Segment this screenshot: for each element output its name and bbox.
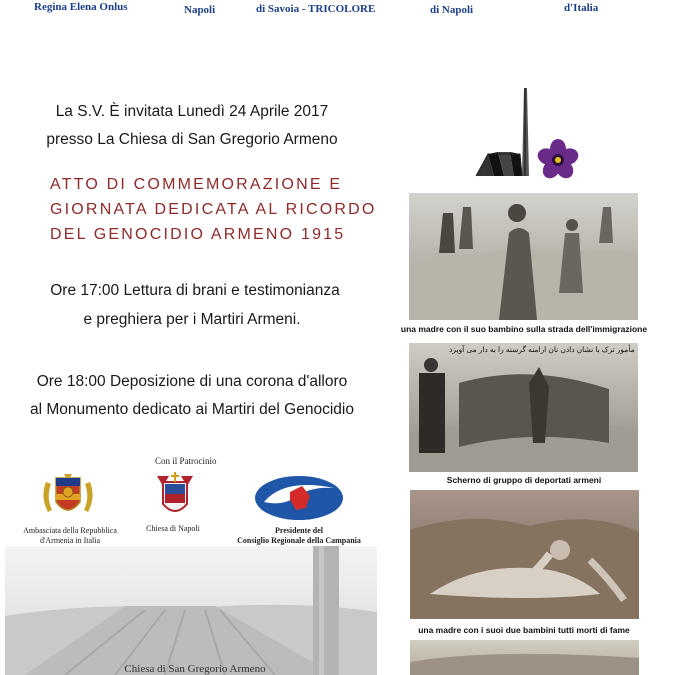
- logo-3-caption: [234, 526, 364, 546]
- logo-2-caption: Chiesa di Napoli: [146, 524, 200, 533]
- top-org-label-3: di Savoia - TRICOLORE: [256, 3, 376, 15]
- logo-3-caption-line-1: Presidente del: [274, 526, 324, 535]
- historical-photo-3: [410, 490, 639, 619]
- historical-photo-4: [410, 640, 639, 675]
- logo-1-caption: [10, 526, 130, 546]
- title-line-1: ATTO DI COMMEMORAZIONE E: [50, 176, 343, 193]
- logo-1-caption-line-1: Ambasciata della Repubblica: [23, 526, 117, 535]
- memorial-photo: [5, 546, 377, 675]
- program-item-1-line-1: Ore 17:00 Lettura di brani e testimonianza: [50, 282, 340, 299]
- top-org-label-2: Napoli: [184, 4, 216, 16]
- program-item-1-line-2: e preghiera per i Martiri Armeni.: [83, 311, 301, 328]
- historical-photo-1: [409, 193, 638, 320]
- archdiocese-coat-of-arms-icon: [153, 472, 197, 520]
- photo-2-caption: Scherno di gruppo di deportati armeni: [446, 475, 602, 485]
- top-org-label-4: di Napoli: [430, 4, 474, 16]
- photo-3-caption: una madre con i suoi due bambini tutti morti di fame: [418, 625, 630, 635]
- program-item-2-line-1: Ore 18:00 Deposizione di una corona d'alloro: [36, 373, 348, 390]
- logo-1-caption-line-2: d'Armenia in Italia: [39, 536, 101, 545]
- title-line-2: GIORNATA DEDICATA AL RICORDO: [50, 201, 377, 218]
- photo-2-overlay-text: مأمور ترک با نشان دادن نان ارامنه گرسنه را به دار می آویزد: [449, 345, 635, 354]
- invitation-line-1: La S.V. È invitata Lunedì 24 Aprile 2017: [55, 103, 329, 120]
- program-item-2-line-2: al Monumento dedicato ai Martiri del Genocidio: [30, 401, 354, 418]
- logo-3-caption-line-2: Consiglio Regionale della Campania: [237, 536, 361, 545]
- top-org-label-5: d'Italia: [564, 2, 599, 14]
- campania-region-logo-icon: [254, 474, 344, 522]
- genocide-memorial-icon: [474, 86, 530, 178]
- invitation-line-2: presso La Chiesa di San Gregorio Armeno: [46, 131, 338, 148]
- historical-photo-2: [409, 343, 638, 472]
- patronage-heading: Con il Patrocinio: [155, 456, 217, 466]
- armenian-coat-of-arms-icon: [38, 472, 98, 522]
- top-org-label-1: Regina Elena Onlus: [34, 1, 128, 13]
- title-line-3: DEL GENOCIDIO ARMENO 1915: [50, 226, 346, 243]
- bottom-caption: Chiesa di San Gregorio Armeno: [124, 663, 266, 675]
- forget-me-not-icon: [536, 138, 580, 182]
- photo-1-caption: una madre con il suo bambino sulla strada dell'immigrazione: [400, 324, 648, 334]
